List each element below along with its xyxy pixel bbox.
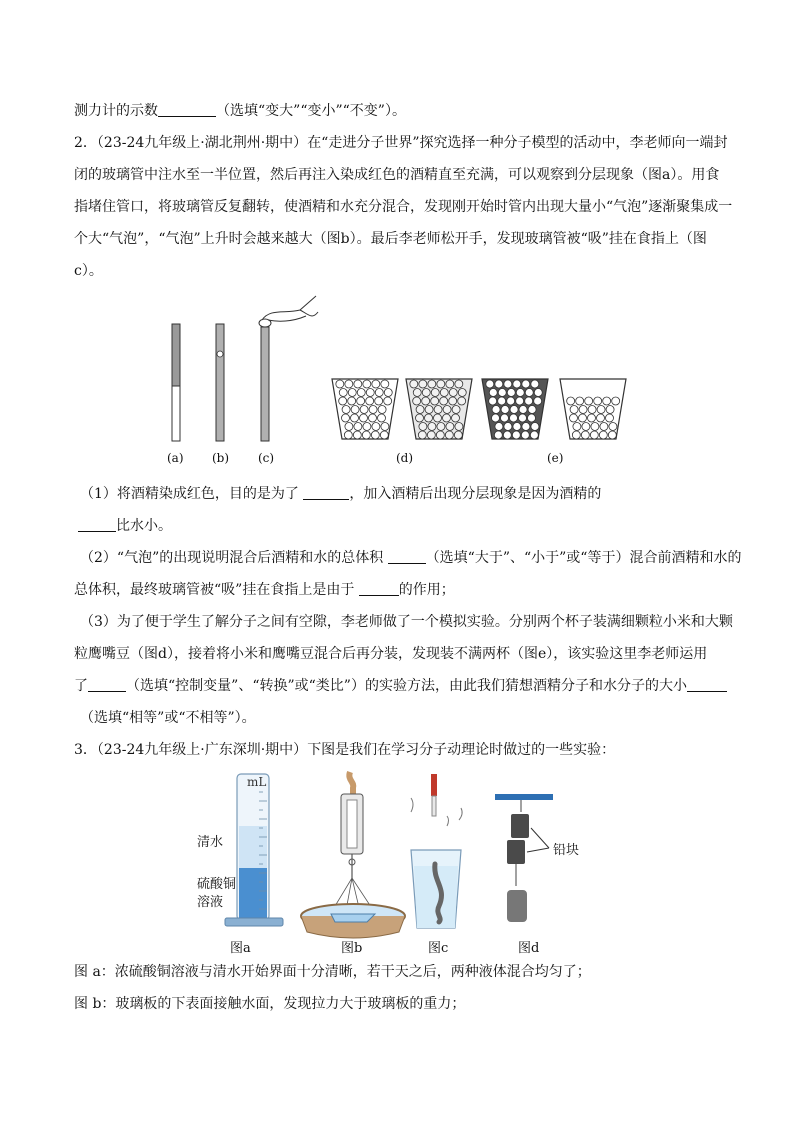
- bean: [603, 397, 611, 405]
- bean: [452, 414, 460, 422]
- bean: [354, 380, 362, 388]
- bean: [381, 423, 389, 431]
- bean: [570, 406, 578, 414]
- bean: [582, 423, 590, 431]
- bean: [594, 397, 602, 405]
- question-source: （23-24九年级上·湖北荆州·期中）: [96, 135, 308, 151]
- lead-blocks: [495, 794, 553, 922]
- bean: [519, 414, 527, 422]
- bean: [489, 397, 497, 405]
- bean: [581, 431, 589, 439]
- bean: [501, 406, 509, 414]
- bean: [606, 406, 614, 414]
- tube-a: [172, 324, 180, 441]
- q2-sub2-line-2: 总体积，最终玻璃管被“吸”挂在食指上是由于 的作用；: [74, 582, 455, 598]
- bean: [366, 397, 374, 405]
- bean: [512, 431, 520, 439]
- bean: [446, 380, 454, 388]
- bean: [378, 414, 386, 422]
- glass-tube-figure: [160, 290, 330, 450]
- bean: [440, 389, 448, 397]
- bean: [567, 397, 575, 405]
- bean: [422, 389, 430, 397]
- bean: [519, 406, 527, 414]
- q2-sub1-line-1: （1）将酒精染成红色，目的是为了 ，加入酒精后出现分层现象是因为酒精的: [80, 486, 602, 502]
- bean: [516, 389, 524, 397]
- question-number: 2．: [74, 135, 97, 151]
- q3-item-a: 图 a：浓硫酸铜溶液与清水开始界面十分清晰，若干天之后，两种液体混合均匀了；: [74, 964, 591, 980]
- bean: [413, 389, 421, 397]
- bean: [410, 380, 418, 388]
- bean: [522, 423, 530, 431]
- bean: [345, 380, 353, 388]
- bean: [579, 406, 587, 414]
- bean: [588, 414, 596, 422]
- bean: [344, 431, 352, 439]
- bean: [489, 389, 497, 397]
- q2-sub1-line-2: 比水小。: [78, 516, 172, 536]
- bean: [384, 389, 392, 397]
- answer-blank[interactable]: [359, 581, 399, 596]
- caption-a: (a): [167, 451, 184, 465]
- bean: [525, 397, 533, 405]
- bean: [495, 380, 503, 388]
- caption-fig-d: 图d: [518, 941, 540, 956]
- lead-block-label: 铅块: [553, 843, 580, 858]
- molecular-theory-figure: [195, 766, 580, 938]
- bean: [597, 406, 605, 414]
- caption-e: (e): [547, 451, 564, 465]
- bean: [380, 431, 388, 439]
- bean: [446, 423, 454, 431]
- bean: [416, 406, 424, 414]
- q2-line-2: 闭的玻璃管中注水至一半位置，然后再注入染成红色的酒精直至充满，可以观察到分层现象（图a）。用食: [74, 167, 720, 183]
- bean: [362, 431, 370, 439]
- caption-d: (d): [396, 451, 414, 465]
- bean: [492, 406, 500, 414]
- bean: [354, 423, 362, 431]
- bean: [579, 414, 587, 422]
- bean: [531, 423, 539, 431]
- bean: [360, 414, 368, 422]
- bean: [434, 406, 442, 414]
- bean: [363, 423, 371, 431]
- bean: [427, 431, 435, 439]
- q1-tail-line: 测力计的示数 （选填“变大”“变小”“不变”）。: [74, 103, 406, 119]
- bean: [440, 397, 448, 405]
- bean: [384, 397, 392, 405]
- bean: [531, 380, 539, 388]
- bean: [452, 406, 460, 414]
- copper-sulfate-label-2: 溶液: [197, 895, 224, 910]
- bean: [534, 397, 542, 405]
- bean: [507, 389, 515, 397]
- bean: [371, 431, 379, 439]
- q3-item-b: 图 b：玻璃板的下表面接触水面，发现拉力大于玻璃板的重力；: [74, 996, 466, 1012]
- bean: [507, 397, 515, 405]
- bean: [573, 423, 581, 431]
- bean: [495, 423, 503, 431]
- bean: [522, 380, 530, 388]
- bean: [348, 389, 356, 397]
- bean: [416, 414, 424, 422]
- bean: [513, 380, 521, 388]
- bean: [336, 380, 344, 388]
- cups-figure: [330, 375, 630, 445]
- cylinder-unit-label: mL: [247, 775, 267, 789]
- bean: [458, 389, 466, 397]
- q2-sub3-line-3: 了 （选填“控制变量”、“转换”或“类比”）的实验方法，由此我们猜想酒精分子和水分子的大小: [74, 676, 727, 696]
- bean: [381, 380, 389, 388]
- caption-c: (c): [258, 451, 275, 465]
- bean: [516, 397, 524, 405]
- q2-line-4: 个大“气泡”，“气泡”上升时会越来越大（图b）。最后李老师松开手，发现玻璃管被“吸”挂在食指上（图: [74, 231, 707, 247]
- bean: [360, 406, 368, 414]
- bean: [443, 414, 451, 422]
- bean: [534, 389, 542, 397]
- bean: [612, 397, 620, 405]
- bean: [351, 406, 359, 414]
- bean: [369, 414, 377, 422]
- bean: [372, 423, 380, 431]
- question-source: （23-24九年级上·广东深圳·期中）: [96, 742, 308, 758]
- bean: [342, 414, 350, 422]
- bean: [504, 380, 512, 388]
- q2-line-5: c）。: [74, 263, 103, 279]
- bean: [454, 431, 462, 439]
- bean: [486, 380, 494, 388]
- bean: [357, 397, 365, 405]
- bean: [504, 423, 512, 431]
- bean: [572, 431, 580, 439]
- bean: [530, 431, 538, 439]
- question-number: 3．: [74, 742, 97, 758]
- bean: [369, 406, 377, 414]
- answer-blank[interactable]: [388, 549, 426, 564]
- bean: [339, 397, 347, 405]
- beaker-dropper: [411, 774, 462, 928]
- caption-fig-a: 图a: [230, 941, 251, 956]
- answer-blank[interactable]: [88, 677, 126, 692]
- bean: [494, 431, 502, 439]
- bean: [345, 423, 353, 431]
- bean: [501, 414, 509, 422]
- bean: [585, 397, 593, 405]
- answer-blank[interactable]: [687, 677, 727, 692]
- bean: [510, 406, 518, 414]
- bean: [492, 414, 500, 422]
- clear-water-label: 清水: [197, 835, 224, 850]
- bean: [570, 414, 578, 422]
- tube-b: [216, 324, 224, 441]
- bean: [375, 389, 383, 397]
- bean: [455, 423, 463, 431]
- bean: [513, 423, 521, 431]
- bean: [590, 431, 598, 439]
- caption-fig-c: 图c: [428, 941, 449, 956]
- q2-line-3: 指堵住管口，将玻璃管反复翻转，使酒精和水充分混合，发现刚开始时管内出现大量小“气泡”逐渐聚集成一: [74, 199, 733, 215]
- bean: [419, 380, 427, 388]
- bean: [378, 406, 386, 414]
- bean: [455, 380, 463, 388]
- bean: [600, 423, 608, 431]
- bean: [428, 380, 436, 388]
- bean: [528, 414, 536, 422]
- bean: [510, 414, 518, 422]
- bean: [342, 406, 350, 414]
- bean: [445, 431, 453, 439]
- copper-sulfate-label-1: 硫酸铜: [197, 877, 237, 892]
- bean: [431, 397, 439, 405]
- bean: [413, 397, 421, 405]
- q2-sub3-line-2: 粒鹰嘴豆（图d），接着将小米和鹰嘴豆混合后再分装，发现装不满两杯（图e），该实验这里李老师运用: [74, 646, 708, 662]
- bean: [597, 414, 605, 422]
- bean: [599, 431, 607, 439]
- tube-c: [259, 296, 318, 441]
- answer-blank[interactable]: [303, 485, 349, 500]
- q3-line-1: 3．（23-24九年级上·广东深圳·期中）下图是我们在学习分子动理论时做过的一些实验：: [74, 742, 616, 758]
- caption-b: (b): [212, 451, 230, 465]
- bean: [449, 397, 457, 405]
- bean: [419, 423, 427, 431]
- bean: [351, 414, 359, 422]
- answer-blank[interactable]: [78, 517, 116, 532]
- bean: [449, 389, 457, 397]
- spring-scale-setup: [301, 772, 405, 938]
- graduated-cylinder: [225, 774, 283, 926]
- bean: [525, 389, 533, 397]
- bean: [609, 423, 617, 431]
- q2-sub3-line-4: （选填“相等”或“不相等”）。: [80, 710, 256, 726]
- bean: [458, 397, 466, 405]
- bean: [576, 397, 584, 405]
- q2-sub3-line-1: （3）为了便于学生了解分子之间有空隙，李老师做了一个模拟实验。分别两个杯子装满细颗粒小米和大颗: [80, 614, 733, 630]
- bean: [348, 397, 356, 405]
- bean: [357, 389, 365, 397]
- bean: [372, 380, 380, 388]
- answer-blank[interactable]: [158, 102, 216, 117]
- bean: [339, 389, 347, 397]
- bean: [606, 414, 614, 422]
- bean: [366, 389, 374, 397]
- bean: [608, 431, 616, 439]
- bean: [431, 389, 439, 397]
- bean: [434, 414, 442, 422]
- bean: [418, 431, 426, 439]
- bean: [591, 423, 599, 431]
- bean: [425, 406, 433, 414]
- bean: [503, 431, 511, 439]
- caption-fig-b: 图b: [341, 941, 363, 956]
- bean: [422, 397, 430, 405]
- bean: [521, 431, 529, 439]
- bean: [428, 423, 436, 431]
- bean: [425, 414, 433, 422]
- bean: [528, 406, 536, 414]
- bean: [443, 406, 451, 414]
- bean: [436, 431, 444, 439]
- bean: [588, 406, 596, 414]
- bean: [353, 431, 361, 439]
- q2-sub2-line-1: （2）“气泡”的出现说明混合后酒精和水的总体积 （选填“大于”、“小于”或“等于）混合前酒精和水的: [80, 550, 742, 566]
- bean: [437, 380, 445, 388]
- q2-line-1: 2．（23-24九年级上·湖北荆州·期中）在“走进分子世界”探究选择一种分子模型的活动中，李老师向一端封: [74, 135, 728, 151]
- bean: [437, 423, 445, 431]
- bean: [375, 397, 383, 405]
- bean: [498, 389, 506, 397]
- bean: [498, 397, 506, 405]
- bean: [363, 380, 371, 388]
